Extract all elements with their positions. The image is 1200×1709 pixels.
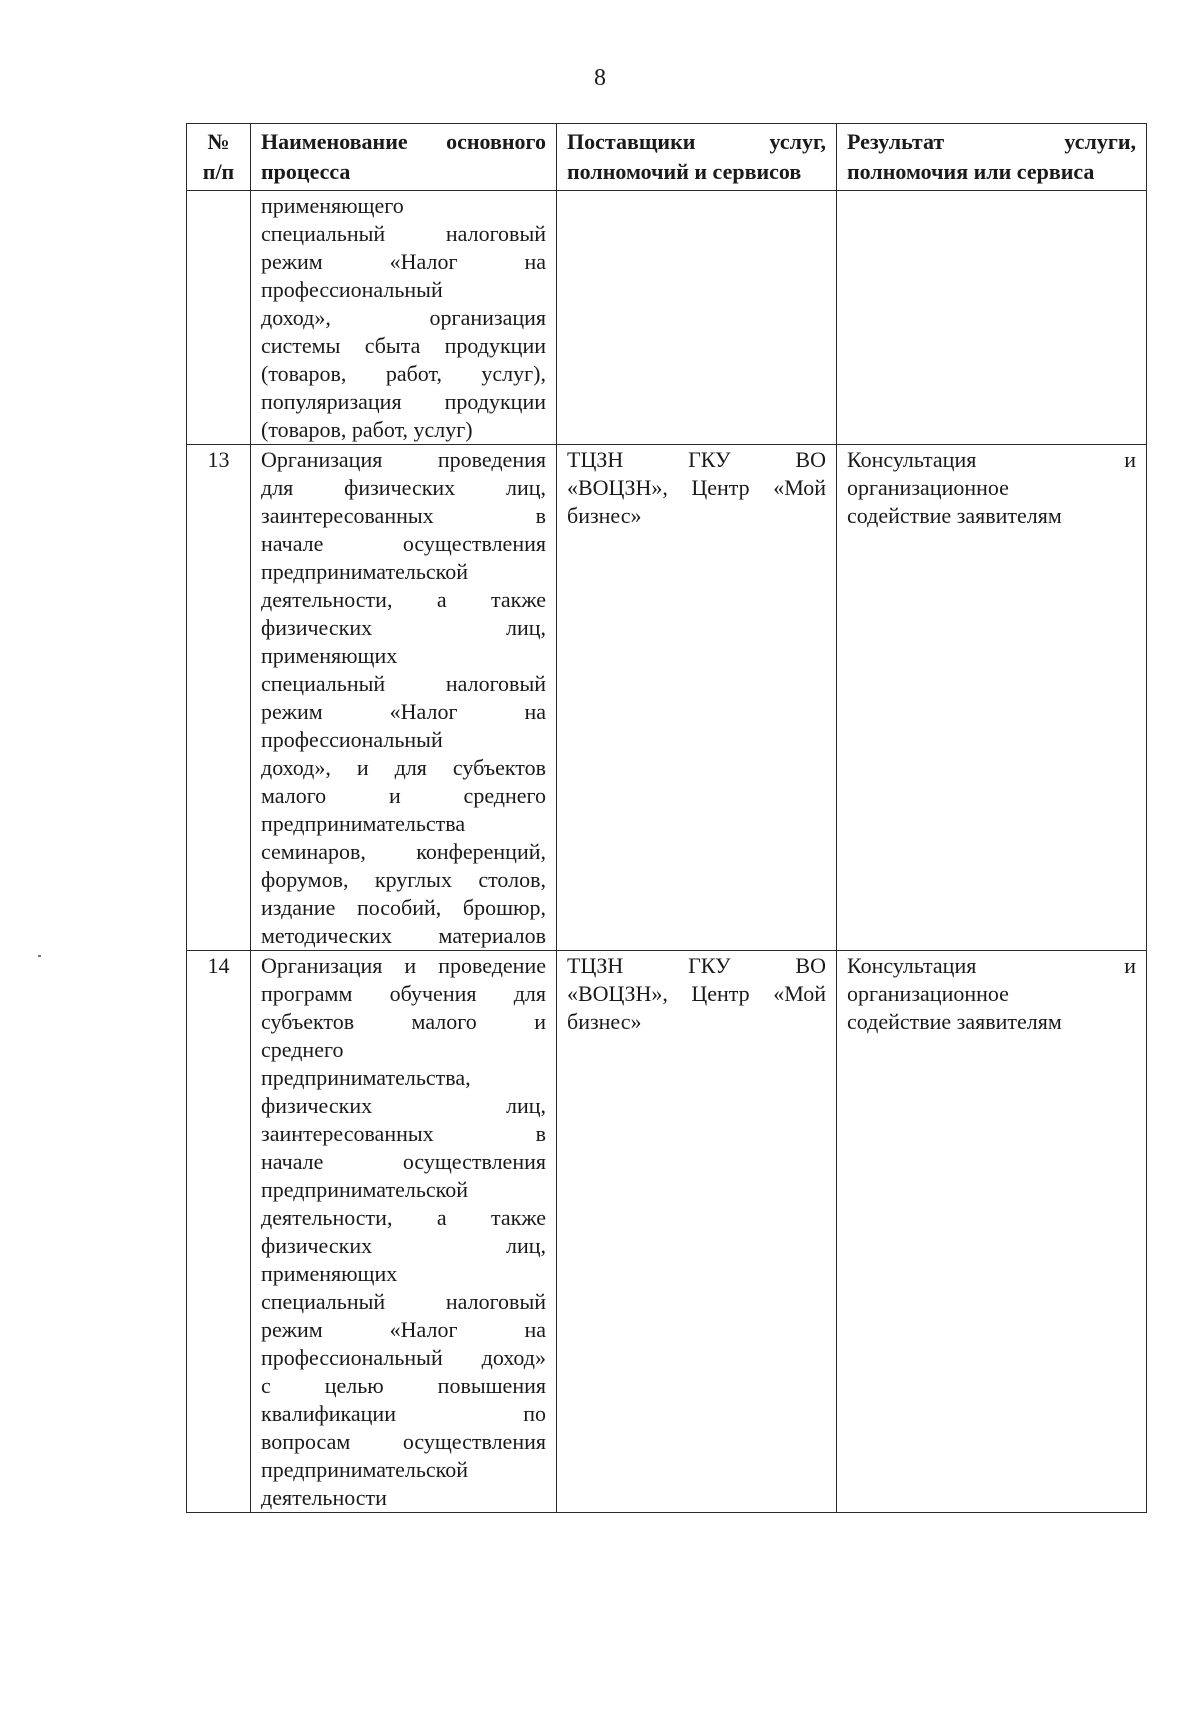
scan-speck: [38, 955, 41, 957]
table-header-row: [187, 124, 1147, 191]
providers-cell-line: «ВОЦЗН», Центр «Мой: [567, 475, 826, 500]
process-name-cell-line: популяризация продукции: [261, 389, 546, 414]
result-cell-line: содействие заявителям: [847, 1009, 1062, 1034]
header-providers-line-1: Поставщики услуг,: [567, 129, 826, 154]
row-number: [187, 191, 251, 445]
result-cell-line: организационное: [847, 475, 1009, 500]
providers-cell-line: ТЦЗН ГКУ ВО: [567, 953, 826, 978]
header-result: [837, 124, 1147, 191]
process-name-cell-line: форумов, круглых столов,: [261, 867, 546, 892]
providers-cell: [557, 951, 837, 1513]
process-name-cell-line: (товаров, работ, услуг): [261, 417, 473, 442]
process-name-cell-line: режим «Налог на: [261, 699, 546, 724]
process-name-cell-line: режим «Налог на: [261, 249, 546, 274]
process-name-cell-line: начале осуществления: [261, 531, 546, 556]
process-name-cell-line: программ обучения для: [261, 981, 546, 1006]
process-name-cell-line: среднего: [261, 1037, 344, 1062]
process-name-cell-line: доход», и для субъектов: [261, 755, 546, 780]
process-name-cell-line: квалификации по: [261, 1401, 546, 1426]
process-name-cell-line: для физических лиц,: [261, 475, 546, 500]
table-body: [187, 191, 1147, 1513]
header-result-line-2: полномочия или сервиса: [847, 159, 1095, 184]
row-number: 14: [187, 951, 251, 1513]
process-name-cell-line: предпринимательства,: [261, 1065, 471, 1090]
header-process-name: [251, 124, 557, 191]
process-name-cell-line: профессиональный доход»: [261, 1345, 546, 1370]
process-name-cell-line: деятельности: [261, 1485, 387, 1510]
header-providers-line-2: полномочий и сервисов: [567, 159, 802, 184]
process-name-cell-line: доход», организация: [261, 305, 546, 330]
result-cell-line: Консультация и: [847, 953, 1136, 978]
process-name-cell-line: специальный налоговый: [261, 221, 546, 246]
providers-cell-line: ТЦЗН ГКУ ВО: [567, 447, 826, 472]
process-name-cell-line: профессиональный: [261, 727, 443, 752]
process-name-cell: [251, 445, 557, 951]
process-name-cell: [251, 191, 557, 445]
process-name-cell-line: Организация проведения: [261, 447, 546, 472]
providers-cell-line: бизнес»: [567, 503, 642, 528]
header-providers: [557, 124, 837, 191]
process-name-cell-line: предпринимательской: [261, 559, 469, 584]
process-name-cell-line: заинтересованных в: [261, 503, 546, 528]
process-table: [186, 123, 1147, 1513]
process-name-cell-line: предпринимательства: [261, 811, 466, 836]
table-row: [187, 951, 1147, 1513]
header-result-line-1: Результат услуги,: [847, 129, 1136, 154]
process-name-cell-line: издание пособий, брошюр,: [261, 895, 546, 920]
process-name-cell-line: предпринимательской: [261, 1177, 469, 1202]
process-name-cell: [251, 951, 557, 1513]
page-number: 8: [594, 65, 606, 91]
process-name-cell-line: (товаров, работ, услуг),: [261, 361, 546, 386]
process-name-cell-line: физических лиц,: [261, 1233, 546, 1258]
process-name-cell-line: субъектов малого и: [261, 1009, 546, 1034]
table-row: [187, 191, 1147, 445]
header-name-line-1: Наименование основного: [261, 129, 546, 154]
process-name-cell-line: деятельности, а также: [261, 1205, 546, 1230]
providers-cell-line: бизнес»: [567, 1009, 642, 1034]
process-name-cell-line: с целью повышения: [261, 1373, 546, 1398]
process-name-cell-line: физических лиц,: [261, 1093, 546, 1118]
process-name-cell-line: применяющего: [261, 193, 404, 218]
process-name-cell-line: режим «Налог на: [261, 1317, 546, 1342]
process-name-cell-line: специальный налоговый: [261, 671, 546, 696]
result-cell: [837, 951, 1147, 1513]
process-name-cell-line: вопросам осуществления: [261, 1429, 546, 1454]
providers-cell: [557, 445, 837, 951]
header-num-line-2: п/п: [202, 159, 235, 184]
result-cell: [837, 191, 1147, 445]
process-name-cell-line: применяющих: [261, 643, 398, 668]
process-name-cell-line: семинаров, конференций,: [261, 839, 546, 864]
providers-cell-line: «ВОЦЗН», Центр «Мой: [567, 981, 826, 1006]
row-number: 13: [187, 445, 251, 951]
process-name-cell-line: предпринимательской: [261, 1457, 469, 1482]
process-name-cell-line: Организация и проведение: [261, 953, 546, 978]
process-name-cell-line: применяющих: [261, 1261, 398, 1286]
process-name-cell-line: заинтересованных в: [261, 1121, 546, 1146]
header-num-line-1: №: [207, 129, 230, 154]
header-name-line-2: процесса: [261, 159, 351, 184]
table-row: [187, 445, 1147, 951]
process-name-cell-line: методических материалов: [261, 923, 546, 948]
process-name-cell-line: системы сбыта продукции: [261, 333, 546, 358]
result-cell-line: содействие заявителям: [847, 503, 1062, 528]
result-cell: [837, 445, 1147, 951]
process-name-cell-line: профессиональный: [261, 277, 443, 302]
process-name-cell-line: специальный налоговый: [261, 1289, 546, 1314]
process-name-cell-line: деятельности, а также: [261, 587, 546, 612]
result-cell-line: Консультация и: [847, 447, 1136, 472]
process-name-cell-line: начале осуществления: [261, 1149, 546, 1174]
process-name-cell-line: малого и среднего: [261, 783, 546, 808]
process-name-cell-line: физических лиц,: [261, 615, 546, 640]
result-cell-line: организационное: [847, 981, 1009, 1006]
providers-cell: [557, 191, 837, 445]
header-num: [187, 124, 251, 191]
